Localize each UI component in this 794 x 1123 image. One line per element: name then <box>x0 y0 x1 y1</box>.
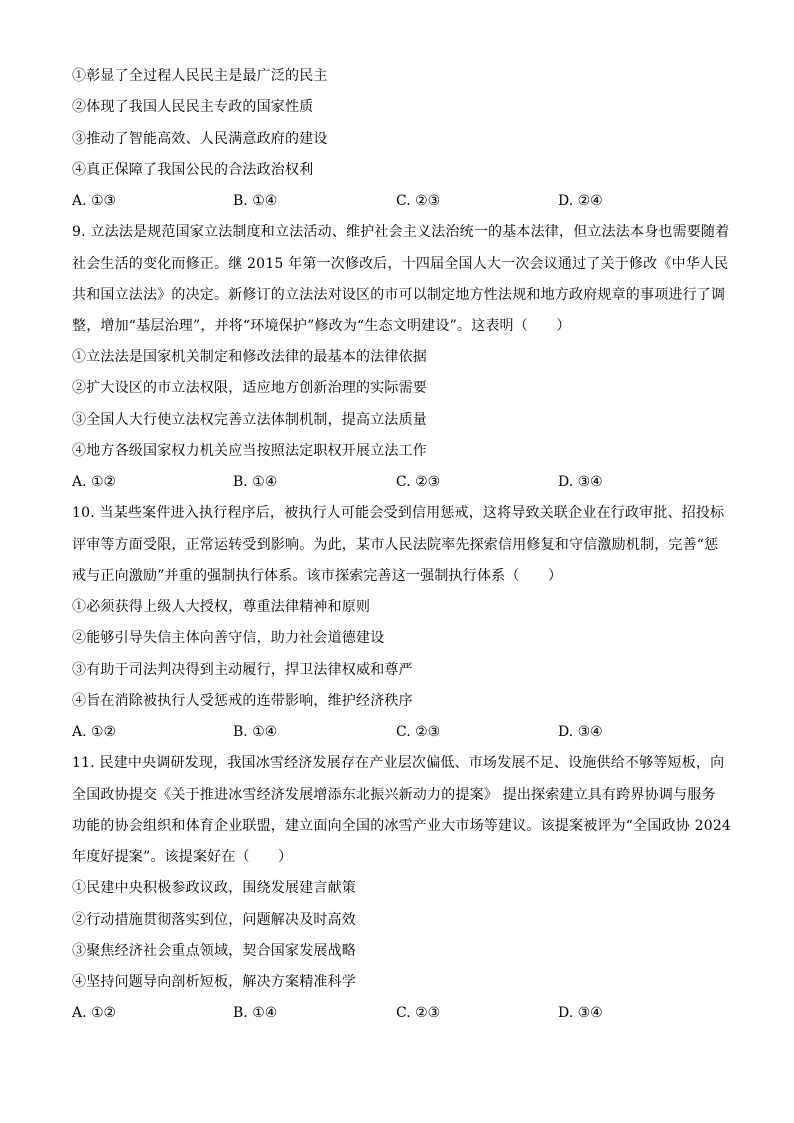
q9-option-a: A. ①② <box>72 474 117 490</box>
q10-statement-1: ①必须获得上级人大授权，尊重法律精神和原则 <box>72 599 371 615</box>
q11-option-a: A. ①② <box>72 1005 117 1021</box>
q8-statement-3: ③推动了智能高效、人民满意政府的建设 <box>72 131 328 147</box>
q9-stem-line-1: 9. 立法法是规范国家立法制度和立法活动、维护社会主义法治统一的基本法律，但立法法本身也需要随着 <box>72 224 730 240</box>
q8-option-c: C. ②③ <box>396 193 441 209</box>
q10-stem-line-1: 10. 当某些案件进入执行程序后，被执行人可能会受到信用惩戒，这将导致关联企业在行政审批、招投标 <box>72 505 725 521</box>
q8-statement-4: ④真正保障了我国公民的合法政治权利 <box>72 162 314 178</box>
q10-stem-line-3: 戒与正向激励”并重的强制执行体系。该市探索完善这一强制执行体系（ ） <box>72 568 563 584</box>
q9-option-d: D. ③④ <box>558 474 603 490</box>
q11-stem-line-2: 全国政协提交《关于推进冰雪经济发展增添东北振兴新动力的提案》 提出探索建立具有跨界协调与服务 <box>72 787 716 803</box>
q11-option-d: D. ③④ <box>558 1005 603 1021</box>
q9-statement-3: ③全国人大行使立法权完善立法体制机制，提高立法质量 <box>72 412 427 428</box>
q11-statement-3: ③聚焦经济社会重点领域，契合国家发展战略 <box>72 943 356 959</box>
q11-option-b: B. ①④ <box>233 1005 278 1021</box>
q8-option-d: D. ②④ <box>558 193 603 209</box>
q8-statement-1: ①彰显了全过程人民民主是最广泛的民主 <box>72 68 328 84</box>
q11-statement-2: ②行动措施贯彻落实到位，问题解决及时高效 <box>72 912 356 928</box>
q8-option-a: A. ①③ <box>72 193 117 209</box>
q8-statement-2: ②体现了我国人民民主专政的国家性质 <box>72 99 314 115</box>
q9-statement-2: ②扩大设区的市立法权限，适应地方创新治理的实际需要 <box>72 380 427 396</box>
q11-stem-line-4: 年度好提案”。该提案好在（ ） <box>72 849 293 865</box>
q10-stem-line-2: 评审等方面受限，正常运转受到影响。为此，某市人民法院率先探索信用修复和守信激励机制，完善“惩 <box>72 537 719 553</box>
q10-statement-3: ③有助于司法判决得到主动履行，捍卫法律权威和尊严 <box>72 662 413 678</box>
q11-option-c: C. ②③ <box>396 1005 441 1021</box>
q9-statement-4: ④地方各级国家权力机关应当按照法定职权开展立法工作 <box>72 443 427 459</box>
q11-stem-line-1: 11. 民建中央调研发现，我国冰雪经济发展存在产业层次偏低、市场发展不足、设施供给不够等短板，向 <box>72 755 725 771</box>
q10-option-d: D. ③④ <box>558 724 603 740</box>
q9-option-c: C. ②③ <box>396 474 441 490</box>
q9-stem-line-4: 整，增加“基层治理”，并将“环境保护”修改为“生态文明建设”。这表明（ ） <box>72 318 571 334</box>
q8-option-b: B. ①④ <box>233 193 278 209</box>
q10-statement-2: ②能够引导失信主体向善守信，助力社会道德建设 <box>72 630 385 646</box>
q10-option-a: A. ①② <box>72 724 117 740</box>
q9-option-b: B. ①④ <box>233 474 278 490</box>
q11-statement-4: ④坚持问题导向剖析短板，解决方案精准科学 <box>72 974 356 990</box>
q10-option-c: C. ②③ <box>396 724 441 740</box>
q9-stem-line-3: 共和国立法法》的决定。新修订的立法法对设区的市可以制定地方性法规和地方政府规章的事项进行了调 <box>72 287 726 303</box>
q11-statement-1: ①民建中央积极参政议政，围绕发展建言献策 <box>72 880 356 896</box>
q9-stem-line-2: 社会生活的变化而修正。继 2015 年第一次修改后，十四届全国人大一次会议通过了关于修改《中华人民 <box>72 256 729 272</box>
q10-option-b: B. ①④ <box>233 724 278 740</box>
q11-stem-line-3: 功能的协会组织和体育企业联盟，建立面向全国的冰雪产业大市场等建议。该提案被评为“全国政协 2024 <box>72 818 732 834</box>
q10-statement-4: ④旨在消除被执行人受惩戒的连带影响，维护经济秩序 <box>72 693 413 709</box>
q9-statement-1: ①立法法是国家机关制定和修改法律的最基本的法律依据 <box>72 349 427 365</box>
